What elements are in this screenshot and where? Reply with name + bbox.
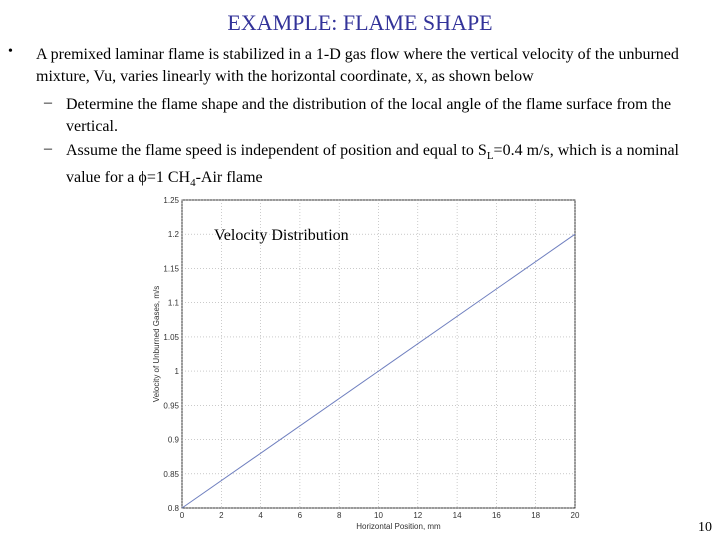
y-tick-label: 1.05 [163,332,179,342]
y-tick-label: 0.95 [163,401,179,411]
y-tick-label: 0.9 [167,435,179,445]
sub-bullet-2 [66,140,706,194]
x-axis-label: Horizontal Position, mm [356,522,441,531]
x-tick-label: 20 [570,511,580,520]
chart-svg [150,192,590,532]
y-tick-label: 1 [174,367,179,377]
y-tick-label: 0.85 [163,469,179,479]
x-tick-label: 16 [491,511,501,520]
x-tick-label: 8 [336,511,342,520]
x-tick-label: 4 [258,511,263,520]
y-axis-label: Velocity of Unburned Gases, m/s [152,285,161,403]
bullet-text: A premixed laminar flame is stabilized in a 1-D gas flow where the vertical velocity of the unburned mixture, Vu, varies linearly with the horizontal coordinate, x, as shown below [36,46,679,85]
phi-symbol: ϕ [138,169,147,187]
y-tick-label: 1.2 [167,230,179,240]
y-tick-label: 1.15 [163,264,179,274]
chart-title: Velocity Distribution [214,227,349,244]
sub2-text-d: -Air flame [195,169,263,187]
x-tick-label: 2 [219,511,224,520]
dash-marker-1: – [44,94,52,111]
y-tick-label: 0.8 [167,504,179,513]
velocity-chart [150,192,590,532]
x-tick-label: 12 [413,511,423,520]
dash-marker-2: – [44,140,52,157]
x-tick-label: 14 [452,511,462,520]
x-tick-label: 6 [297,511,303,520]
sub-bullet-1: Determine the flame shape and the distribution of the local angle of the flame surface from the vertical. [66,96,672,135]
sub2-text-c: =1 CH [146,169,191,187]
x-tick-label: 18 [531,511,541,520]
slide-title: EXAMPLE: FLAME SHAPE [227,10,493,35]
sub2-text-a: Assume the flame speed is independent of position and equal to S [66,142,487,159]
sub2-text-b: =0.4 m/s, which is a nominal value for a [66,142,679,187]
page-number: 10 [698,520,712,535]
y-tick-label: 1.25 [163,196,179,205]
sub2-subscript-l: L [486,150,494,163]
x-tick-label: 10 [374,511,383,520]
y-tick-label: 1.1 [167,298,179,308]
bullet-marker: • [8,44,13,59]
sub2-subscript-4: 4 [190,177,196,190]
x-tick-label: 0 [179,511,185,520]
